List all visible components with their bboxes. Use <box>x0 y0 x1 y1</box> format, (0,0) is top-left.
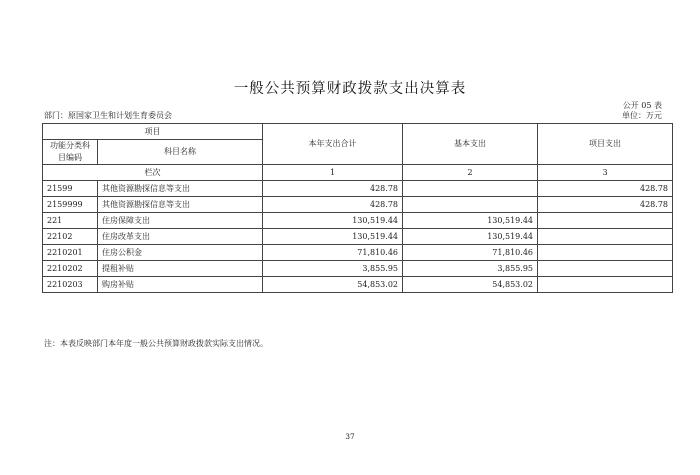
header-project: 项目支出 <box>538 124 673 165</box>
row-name: 其他资源勘探信息等支出 <box>98 181 263 197</box>
row-name: 购房补贴 <box>98 277 263 293</box>
header-col-2: 2 <box>403 165 538 181</box>
row-basic: 130,519.44 <box>403 229 538 245</box>
table-row <box>43 245 673 261</box>
table-row <box>43 229 673 245</box>
row-code: 2210202 <box>43 261 98 277</box>
row-total: 428.78 <box>263 197 403 213</box>
header-func-code: 功能分类科目编码 <box>43 140 98 165</box>
row-basic <box>403 181 538 197</box>
header-col-1: 1 <box>263 165 403 181</box>
row-total: 3,855.95 <box>263 261 403 277</box>
page-title: 一般公共预算财政拨款支出决算表 <box>233 81 467 97</box>
row-total: 130,519.44 <box>263 213 403 229</box>
table-row <box>43 181 673 197</box>
header-subject-name: 科目名称 <box>98 140 263 165</box>
row-basic <box>403 197 538 213</box>
row-name: 住房公积金 <box>98 245 263 261</box>
row-code: 2210203 <box>43 277 98 293</box>
row-code: 221 <box>43 213 98 229</box>
header-basic: 基本支出 <box>403 124 538 165</box>
row-total: 54,853.02 <box>263 277 403 293</box>
row-basic: 71,810.46 <box>403 245 538 261</box>
header-row-index <box>43 165 673 181</box>
row-basic: 130,519.44 <box>403 213 538 229</box>
row-project <box>538 229 673 245</box>
form-code: 公开 05 表 <box>622 101 662 110</box>
row-basic: 54,853.02 <box>403 277 538 293</box>
table-row <box>43 197 673 213</box>
header-item: 项目 <box>43 124 263 140</box>
row-name: 住房保障支出 <box>98 213 263 229</box>
row-code: 22102 <box>43 229 98 245</box>
row-name: 其他资源勘探信息等支出 <box>98 197 263 213</box>
row-total: 130,519.44 <box>263 229 403 245</box>
table-row <box>43 213 673 229</box>
row-total: 428.78 <box>263 181 403 197</box>
header-row-index-label: 栏次 <box>43 165 263 181</box>
row-code: 2159999 <box>43 197 98 213</box>
row-code: 2210201 <box>43 245 98 261</box>
page-number: 37 <box>345 432 355 441</box>
row-project: 428.78 <box>538 181 673 197</box>
header-row-item <box>43 124 673 140</box>
header-col-3: 3 <box>538 165 673 181</box>
row-project <box>538 245 673 261</box>
row-project <box>538 213 673 229</box>
department-label: 部门：原国家卫生和计划生育委员会 <box>44 111 172 120</box>
row-total: 71,810.46 <box>263 245 403 261</box>
table-row <box>43 261 673 277</box>
row-name: 住房改革支出 <box>98 229 263 245</box>
expenditure-table <box>42 123 673 293</box>
row-project <box>538 277 673 293</box>
row-code: 21599 <box>43 181 98 197</box>
table-row <box>43 277 673 293</box>
header-total: 本年支出合计 <box>263 124 403 165</box>
row-basic: 3,855.95 <box>403 261 538 277</box>
row-project: 428.78 <box>538 197 673 213</box>
unit-label: 单位：万元 <box>622 111 662 120</box>
row-name: 提租补贴 <box>98 261 263 277</box>
table-note: 注：本表反映部门本年度一般公共预算财政拨款实际支出情况。 <box>44 339 268 348</box>
row-project <box>538 261 673 277</box>
